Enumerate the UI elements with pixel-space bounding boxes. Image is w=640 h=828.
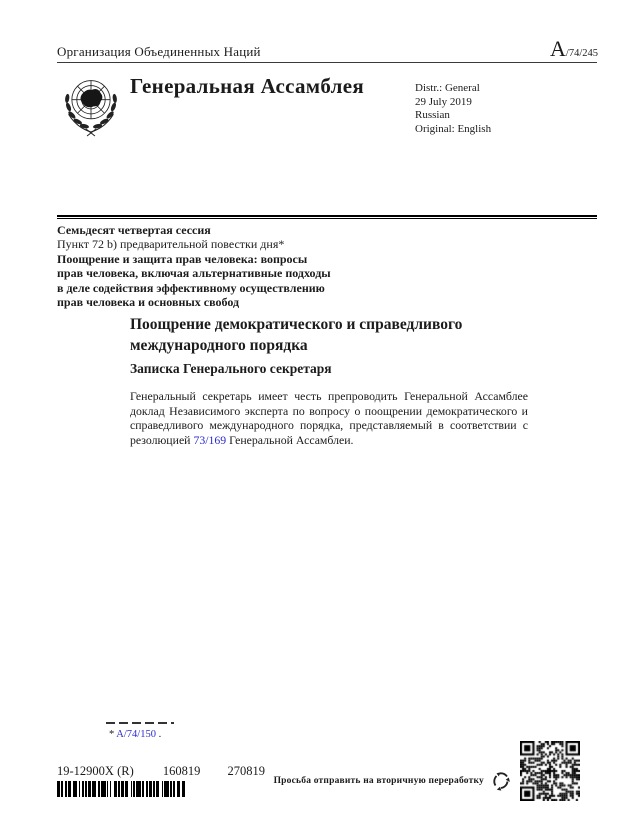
agenda-subject-line: Поощрение и защита прав человека: вопросы <box>57 251 308 266</box>
paragraph-text: Генеральной Ассамблеи. <box>226 432 354 447</box>
distr-line: Distr.: General <box>415 82 480 94</box>
report-title: Поощрение демократического и справедливого международного порядка <box>130 316 463 354</box>
masthead-divider <box>57 215 597 219</box>
document-symbol-letter: A <box>550 36 566 61</box>
agenda-subject-line: прав человека и основных свобод <box>57 295 240 310</box>
footnote-period: . <box>155 729 162 740</box>
distr-language: Russian <box>415 109 450 121</box>
qr-code-icon <box>520 741 580 801</box>
distr-date: 29 July 2019 <box>415 95 472 108</box>
document-symbol <box>550 36 598 62</box>
footer-date-1: 160819 <box>162 764 201 778</box>
recycle-text: Просьба отправить на вторичную переработку <box>273 776 484 786</box>
barcode-icon <box>57 781 186 797</box>
footnote-divider <box>106 722 174 724</box>
agenda-subject-line: прав человека, включая альтернативные подходы <box>57 266 331 281</box>
session-block <box>57 223 331 309</box>
distr-original: Original: English <box>415 122 492 135</box>
recycle-row <box>260 768 512 794</box>
report-subtitle: Записка Генерального секретаря <box>130 361 332 376</box>
recycle-icon <box>488 769 512 793</box>
header-divider <box>57 62 597 63</box>
footnote <box>109 729 161 740</box>
session-title: Семьдесят четвертая сессия <box>57 223 211 237</box>
agenda-item: Пункт 72 b) предварительной повестки дня* <box>57 237 285 252</box>
footnote-marker: * <box>109 729 117 740</box>
footer-job-number: 19-12900X (R) <box>57 764 134 778</box>
footer-date-2: 270819 <box>227 764 265 778</box>
footer-job-line <box>57 764 265 779</box>
document-symbol-number: /74/245 <box>565 48 598 59</box>
footnote-link[interactable]: A/74/150 <box>116 729 156 740</box>
paragraph-text: Генеральный секретарь имеет честь препроводить Генеральной Ассамблее доклад Независимого эксперта по вопросу о поощрении демократического и справедливого международного порядка, представляемый в соответствии с резолюцией <box>130 389 528 447</box>
org-name: Организация Объединенных Наций <box>57 44 261 59</box>
resolution-link[interactable]: 73/169 <box>193 432 227 447</box>
agenda-subject-line: в деле содействия эффективному осуществлению <box>57 280 325 295</box>
body-paragraph <box>130 389 528 447</box>
un-emblem-icon <box>58 70 124 140</box>
distr-block <box>415 82 491 136</box>
assembly-title: Генеральная Ассамблея <box>130 74 365 98</box>
